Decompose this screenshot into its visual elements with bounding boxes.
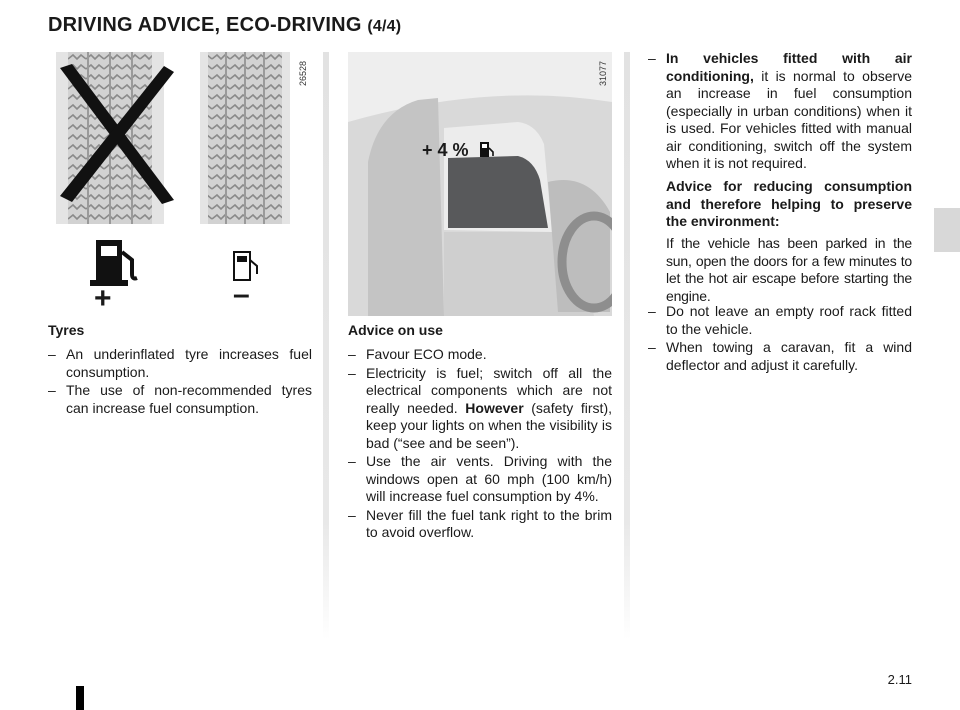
page-part: (4/4) <box>367 18 402 35</box>
window-image-code: 31077 <box>598 60 608 86</box>
however-emphasis: However <box>465 399 524 416</box>
parked-in-sun-text: If the vehicle has been parked in the sun, open the doors for a few minutes to let the hot air escape before starting the engine. <box>666 235 912 304</box>
tyres-list <box>48 346 312 418</box>
list-item: – In vehicles fitted with air conditioning, it is normal to observe an increase in fuel consumption (especially in urban conditions) when it is used. For vehicles fitted with manual air conditioning, switch off the system when it is not required. <box>648 50 912 171</box>
list-item: – Favour ECO mode. <box>348 346 487 362</box>
tyre-illustration <box>50 52 312 315</box>
list-item: – When towing a caravan, fit a wind deflector and adjust it carefully. <box>648 339 912 373</box>
list-item: – An underinflated tyre increases fuel consumption. <box>48 346 312 380</box>
list-item: – Never fill the fuel tank right to the brim to avoid overflow. <box>348 506 612 540</box>
tyres-heading: Tyres <box>48 322 85 338</box>
section-tab <box>934 208 960 252</box>
reduce-consumption-heading: Advice for reducing consumption and therefore helping to preserve the environment: <box>666 178 912 229</box>
fuel-pump-icon <box>90 240 137 286</box>
list-item: – Do not leave an empty roof rack fitted to the vehicle. <box>648 303 912 337</box>
list-item: – The use of non-recommended tyres can increase fuel consumption. <box>48 382 312 416</box>
towing-list <box>648 303 912 375</box>
page-number: 2.11 <box>887 672 912 687</box>
advice-list <box>348 346 612 543</box>
corner-mark <box>76 686 84 710</box>
list-item: – Use the air vents. Driving with the windows open at 60 mph (100 km/h) will increase fuel consumption by 4%. <box>348 453 612 504</box>
window-illustration <box>348 52 612 316</box>
tyre-figure <box>50 52 312 315</box>
column-rule-left <box>323 52 329 640</box>
column-rule-right <box>624 52 630 640</box>
dark-window-glass <box>448 156 548 228</box>
advice-heading: Advice on use <box>348 322 443 338</box>
tyre-image-code: 26528 <box>298 60 308 86</box>
minus-sign: – <box>233 278 250 311</box>
page-title-text: DRIVING ADVICE, ECO-DRIVING <box>48 14 362 36</box>
consumption-increase-label: + 4 % <box>422 140 469 160</box>
page-title <box>48 14 401 37</box>
correct-tyre <box>200 52 290 224</box>
list-item: – Electricity is fuel; switch off all the electrical components which are not really needed. However (safety first), keep your lights on when the visibility is bad (“see and be seen”). <box>348 364 612 451</box>
plus-sign: + <box>94 282 112 315</box>
fuel-pump-small-icon <box>234 252 257 280</box>
car-window-figure <box>348 52 612 316</box>
air-conditioning-list <box>648 50 912 174</box>
